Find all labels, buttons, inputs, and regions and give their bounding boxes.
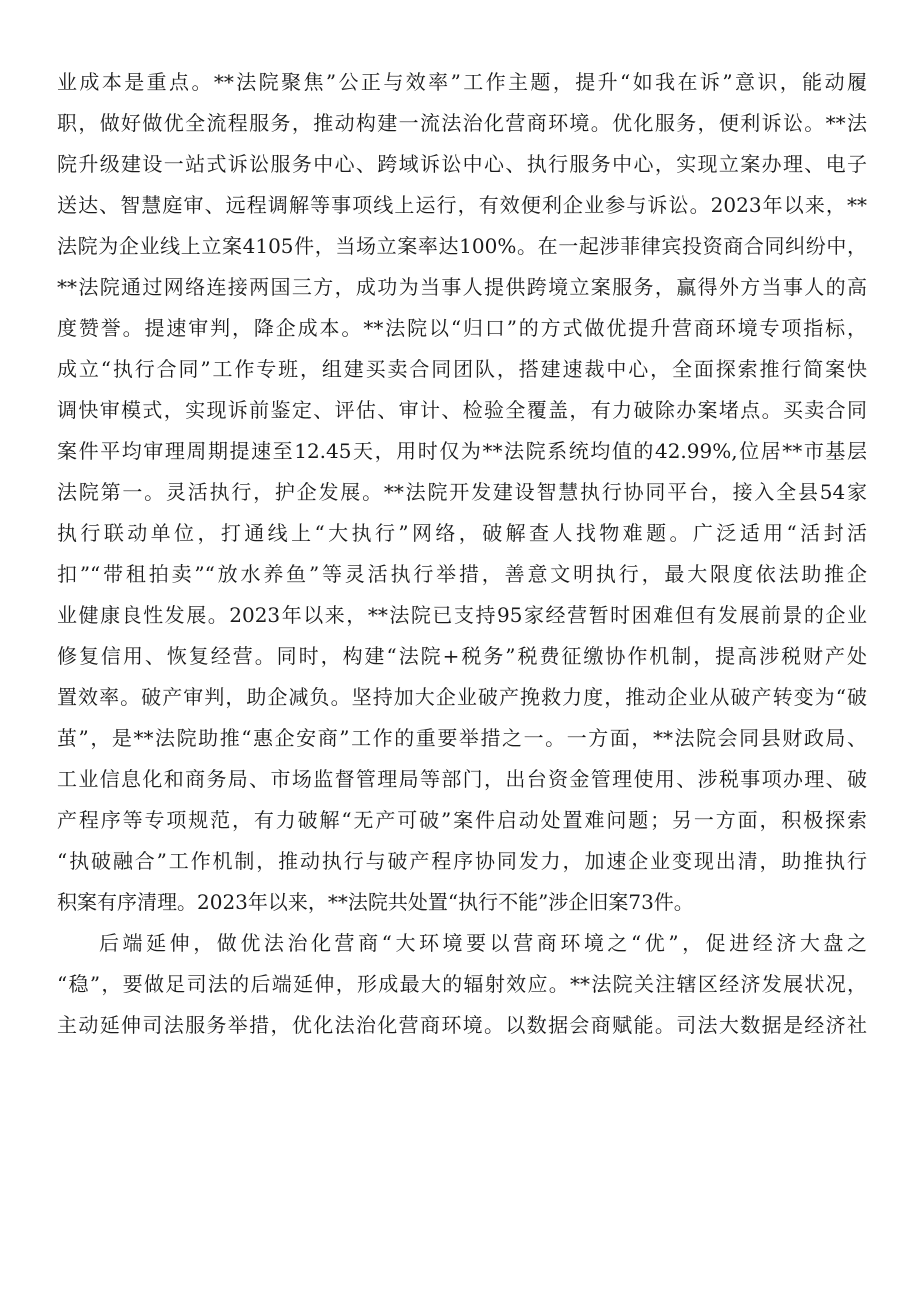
- text-line: 业健康良性发展。2023年以来，**法院已支持95家经营暂时困难但有发展前景的企业: [57, 603, 867, 627]
- text-line: 积案有序清理。2023年以来，**法院共处置“执行不能”涉企旧案73件。: [57, 890, 694, 914]
- paragraph-first-line: 后端延伸，做优法治化营商“大环境要以营商环境之“优”，促进经济大盘之: [99, 931, 867, 955]
- text-line: 工业信息化和商务局、市场监督管理局等部门，出台资金管理使用、涉税事项办理、破: [57, 767, 867, 791]
- text-line: 送达、智慧庭审、远程调解等事项线上运行，有效便利企业参与诉讼。2023年以来，**: [57, 193, 867, 217]
- text-line: 扣”“带租拍卖”“放水养鱼”等灵活执行举措，善意文明执行，最大限度依法助推企: [57, 562, 867, 586]
- text-line: 法院为企业线上立案4105件，当场立案率达100%。在一起涉菲律宾投资商合同纠纷中，: [57, 234, 867, 258]
- text-line: 调快审模式，实现诉前鉴定、评估、审计、检验全覆盖，有力破除办案堵点。买卖合同: [57, 398, 867, 422]
- text-line: 成立“执行合同”工作专班，组建买卖合同团队，搭建速裁中心，全面探索推行简案快: [57, 357, 867, 381]
- text-line: **法院通过网络连接两国三方，成功为当事人提供跨境立案服务，赢得外方当事人的高: [57, 275, 867, 299]
- text-line: 执行联动单位，打通线上“大执行”网络，破解查人找物难题。广泛适用“活封活: [57, 521, 867, 545]
- text-line: 法院第一。灵活执行，护企发展。**法院开发建设智慧执行协同平台，接入全县54家: [57, 480, 867, 504]
- text-line: 度赞誉。提速审判，降企成本。**法院以“归口”的方式做优提升营商环境专项指标，: [57, 316, 867, 340]
- text-line: “稳”，要做足司法的后端延伸，形成最大的辐射效应。**法院关注辖区经济发展状况，: [57, 972, 867, 996]
- text-line: 产程序等专项规范，有力破解“无产可破”案件启动处置难问题；另一方面，积极探索: [57, 808, 867, 832]
- text-line: 业成本是重点。**法院聚焦”公正与效率”工作主题，提升“如我在诉”意识，能动履: [57, 70, 867, 94]
- text-line: 茧”，是**法院助推“惠企安商”工作的重要举措之一。一方面，**法院会同县财政局、: [57, 726, 867, 750]
- text-line: 院升级建设一站式诉讼服务中心、跨域诉讼中心、执行服务中心，实现立案办理、电子: [57, 152, 867, 176]
- text-line: 案件平均审理周期提速至12.45天，用时仅为**法院系统均值的42.99%,位居**市基层: [57, 439, 867, 463]
- document-body-text: [57, 62, 867, 1046]
- text-line: 修复信用、恢复经营。同时，构建“法院+税务”税费征缴协作机制，提高涉税财产处: [57, 644, 867, 668]
- text-line: 主动延伸司法服务举措，优化法治化营商环境。以数据会商赋能。司法大数据是经济社: [57, 1013, 867, 1037]
- text-line: 置效率。破产审判，助企减负。坚持加大企业破产挽救力度，推动企业从破产转变为“破: [57, 685, 867, 709]
- text-line: “执破融合”工作机制，推动执行与破产程序协同发力，加速企业变现出清，助推执行: [57, 849, 867, 873]
- text-line: 职，做好做优全流程服务，推动构建一流法治化营商环境。优化服务，便利诉讼。**法: [57, 111, 867, 135]
